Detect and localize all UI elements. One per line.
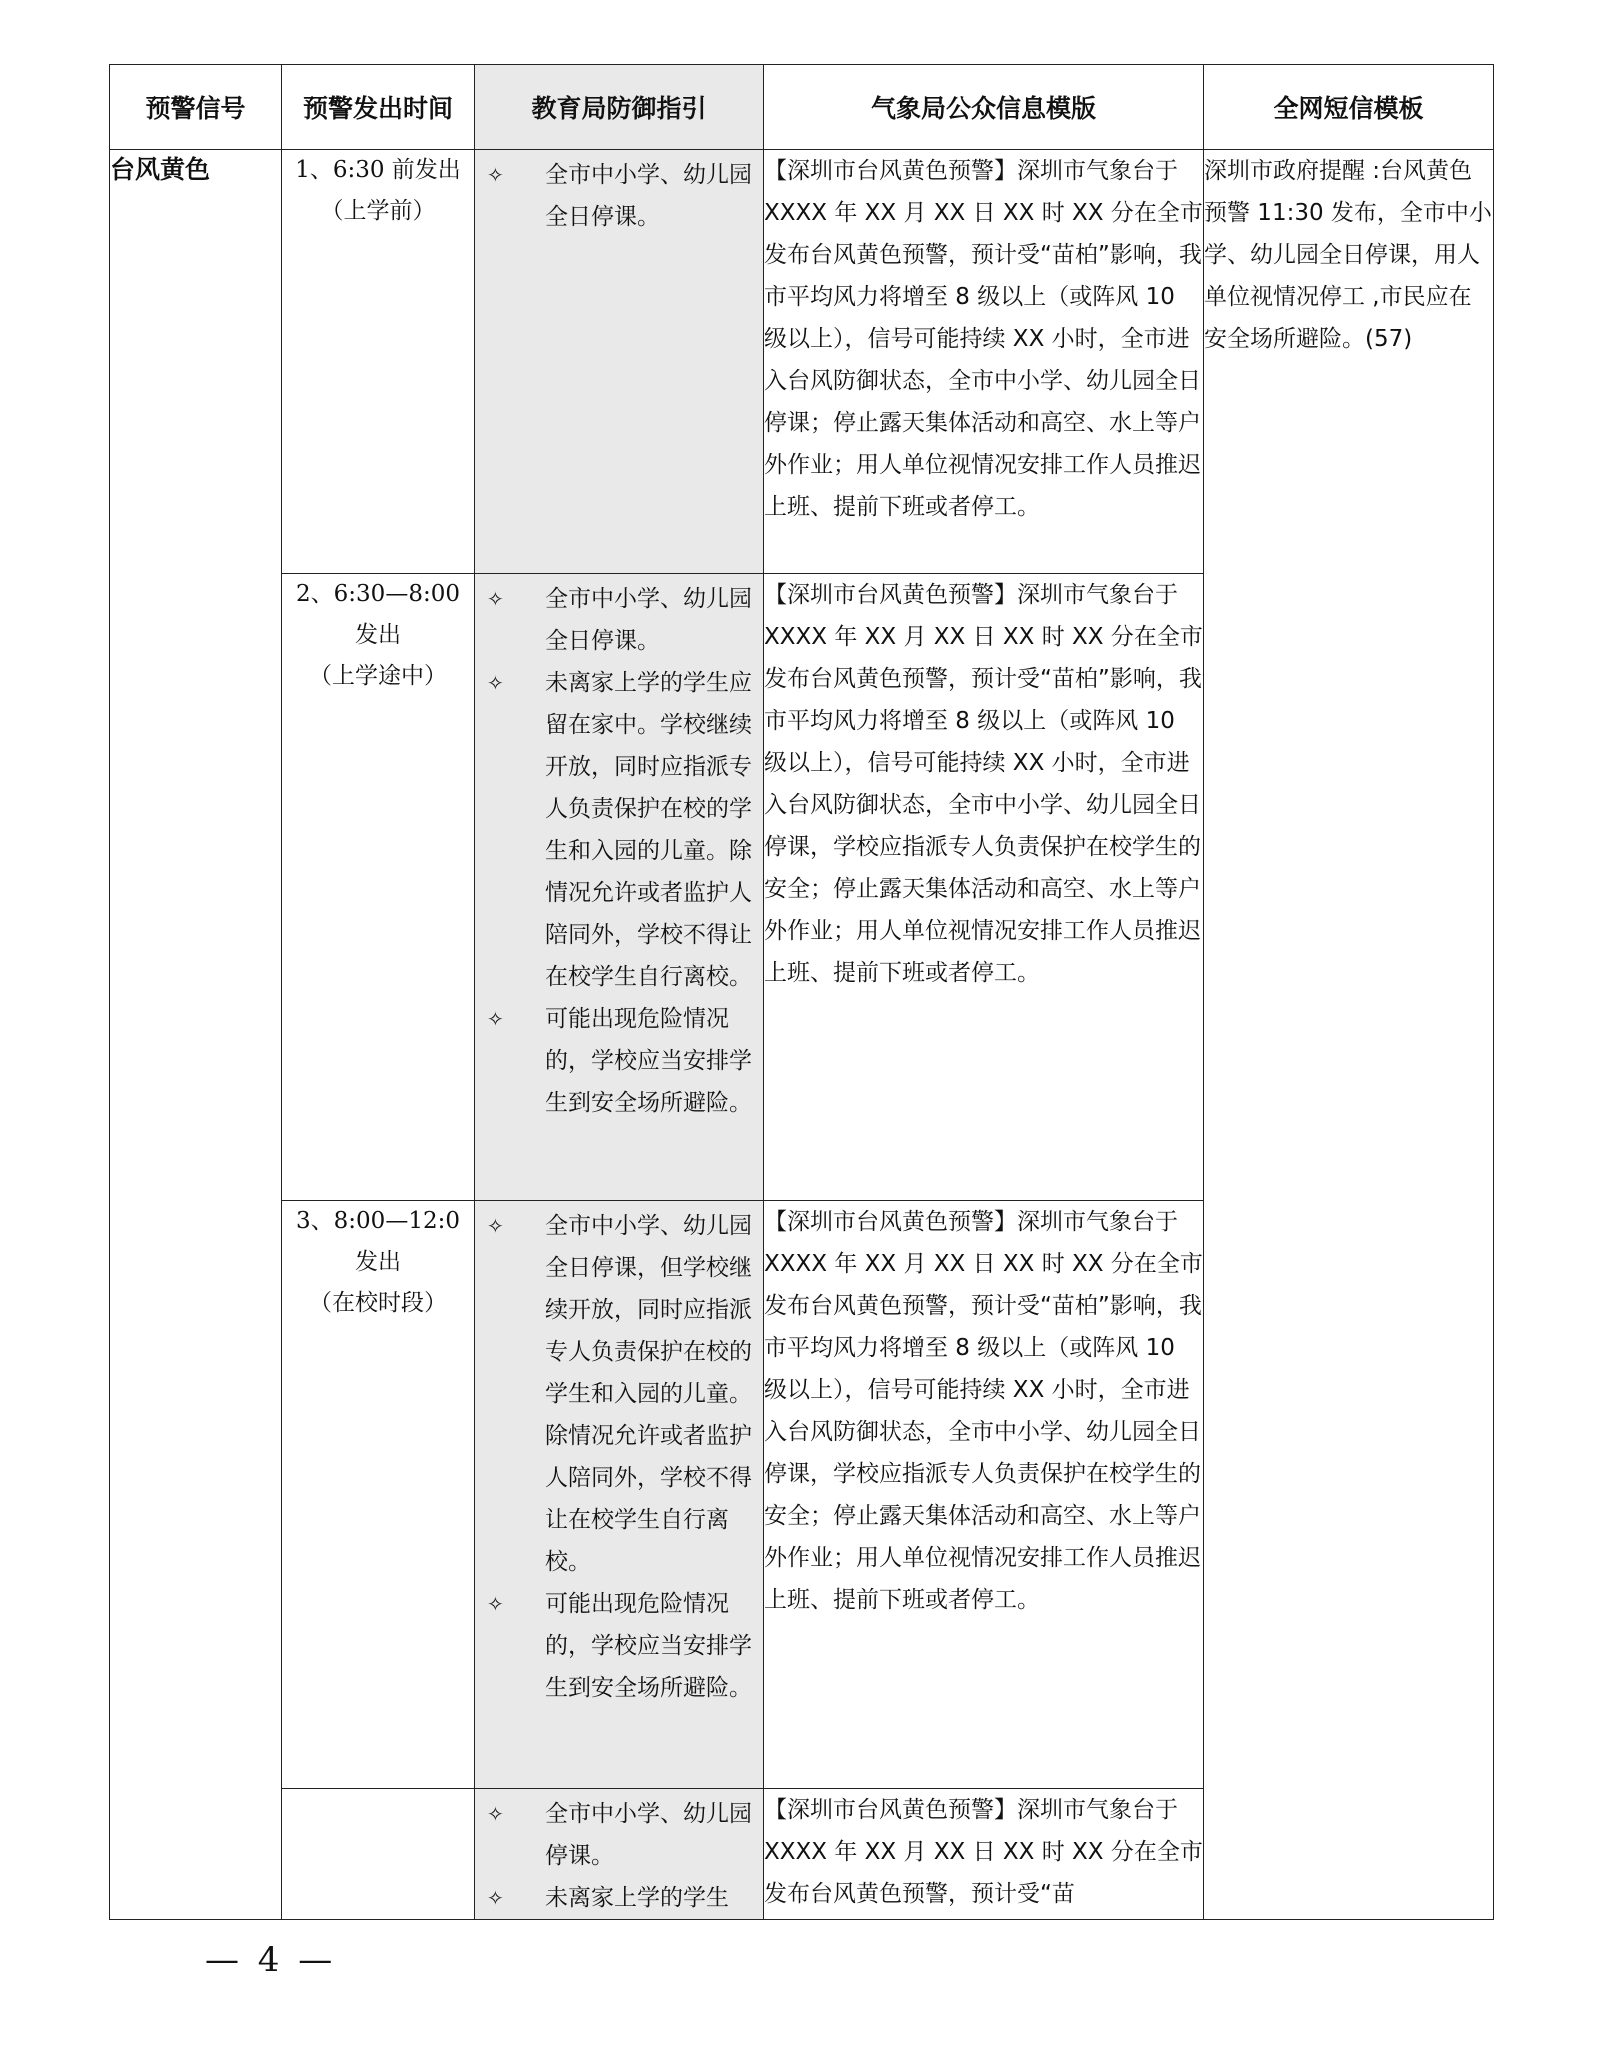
list-item: ✧ 可能出现危险情况的，学校应当安排学生到安全场所避险。	[487, 998, 753, 1124]
time-line: （上学途中）	[309, 662, 447, 689]
list-item: ✧ 全市中小学、幼儿园全日停课，但学校继续开放，同时应指派专人负责保护在校的学生和入园的儿童。除情况允许或者监护人陪同外，学校不得让在校学生自行离校。	[487, 1205, 753, 1583]
signal-cell: 台风黄色	[110, 150, 282, 1920]
diamond-star-icon: ✧	[487, 1801, 504, 1826]
header-row	[110, 65, 1494, 150]
header-public-template: 气象局公众信息模版	[764, 65, 1204, 150]
header-time: 预警发出时间	[282, 65, 475, 150]
header-sms-template: 全网短信模板	[1204, 65, 1494, 150]
diamond-star-icon: ✧	[487, 670, 504, 695]
list-item: ✧ 全市中小学、幼儿园停课。	[487, 1793, 753, 1877]
page-number: — 4 —	[205, 1940, 337, 1980]
list-item: ✧ 可能出现危险情况的，学校应当安排学生到安全场所避险。	[487, 1583, 753, 1709]
guidance-cell	[475, 150, 764, 574]
time-cell	[282, 150, 475, 574]
list-item: ✧ 全市中小学、幼儿园全日停课。	[487, 578, 753, 662]
diamond-star-icon: ✧	[487, 1885, 504, 1910]
list-item: ✧ 全市中小学、幼儿园全日停课。	[487, 154, 753, 238]
time-cell	[282, 1200, 475, 1788]
time-line: （上学前）	[320, 198, 436, 224]
table-row	[110, 150, 1494, 574]
guidance-cell	[475, 1788, 764, 1919]
public-template-cell: 【深圳市台风黄色预警】深圳市气象台于 XXXX 年 XX 月 XX 日 XX 时 XX 分在全市发布台风黄色预警，预计受“苗柏”影响，我市平均风力将增至 8 级以上（或阵风 10 级以上），信号可能持续 XX 小时，全市进入台风防御状态，全市中小学、幼儿园全日停课，学校应指派专人负责保护在校学生的安全；停止露天集体活动和高空、水上等户外作业；用人单位视情况安排工作人员推迟上班、提前下班或者停工。	[764, 1200, 1204, 1788]
header-guidance: 教育局防御指引	[475, 65, 764, 150]
guidance-cell	[475, 573, 764, 1200]
time-line: 发出	[355, 621, 401, 648]
diamond-star-icon: ✧	[487, 163, 504, 187]
time-line: （在校时段）	[309, 1289, 447, 1316]
list-item: ✧ 未离家上学的学生应留在家中。学校继续开放，同时应指派专人负责保护在校的学生和入园的儿童。除情况允许或者监护人陪同外，学校不得让在校学生自行离校。	[487, 662, 753, 998]
time-cell	[282, 573, 475, 1200]
header-signal: 预警信号	[110, 65, 282, 150]
warning-table	[109, 64, 1494, 1920]
time-line: 3、8:00—12:0	[296, 1207, 460, 1234]
sms-cell: 深圳市政府提醒 :台风黄色预警 11:30 发布，全市中小学、幼儿园全日停课，用人单位视情况停工 ,市民应在安全场所避险。(57)	[1204, 150, 1494, 1920]
list-item: ✧ 未离家上学的学生	[487, 1877, 753, 1919]
time-line: 发出	[355, 1248, 401, 1275]
time-cell	[282, 1788, 475, 1919]
diamond-star-icon: ✧	[487, 1006, 504, 1031]
public-template-cell: 【深圳市台风黄色预警】深圳市气象台于 XXXX 年 XX 月 XX 日 XX 时 XX 分在全市发布台风黄色预警，预计受“苗柏”影响，我市平均风力将增至 8 级以上（或阵风 10 级以上），信号可能持续 XX 小时，全市进入台风防御状态，全市中小学、幼儿园全日停课；停止露天集体活动和高空、水上等户外作业；用人单位视情况安排工作人员推迟上班、提前下班或者停工。	[764, 150, 1204, 574]
time-line: 2、6:30—8:00	[296, 580, 460, 607]
diamond-star-icon: ✧	[487, 1213, 504, 1238]
public-template-cell: 【深圳市台风黄色预警】深圳市气象台于 XXXX 年 XX 月 XX 日 XX 时 XX 分在全市发布台风黄色预警，预计受“苗柏”影响，我市平均风力将增至 8 级以上（或阵风 10 级以上），信号可能持续 XX 小时，全市进入台风防御状态，全市中小学、幼儿园全日停课，学校应指派专人负责保护在校学生的安全；停止露天集体活动和高空、水上等户外作业；用人单位视情况安排工作人员推迟上班、提前下班或者停工。	[764, 573, 1204, 1200]
diamond-star-icon: ✧	[487, 1591, 504, 1616]
diamond-star-icon: ✧	[487, 586, 504, 611]
time-line: 1、6:30 前发出	[295, 157, 461, 183]
guidance-cell	[475, 1200, 764, 1788]
public-template-cell: 【深圳市台风黄色预警】深圳市气象台于 XXXX 年 XX 月 XX 日 XX 时 XX 分在全市发布台风黄色预警，预计受“苗	[764, 1788, 1204, 1919]
